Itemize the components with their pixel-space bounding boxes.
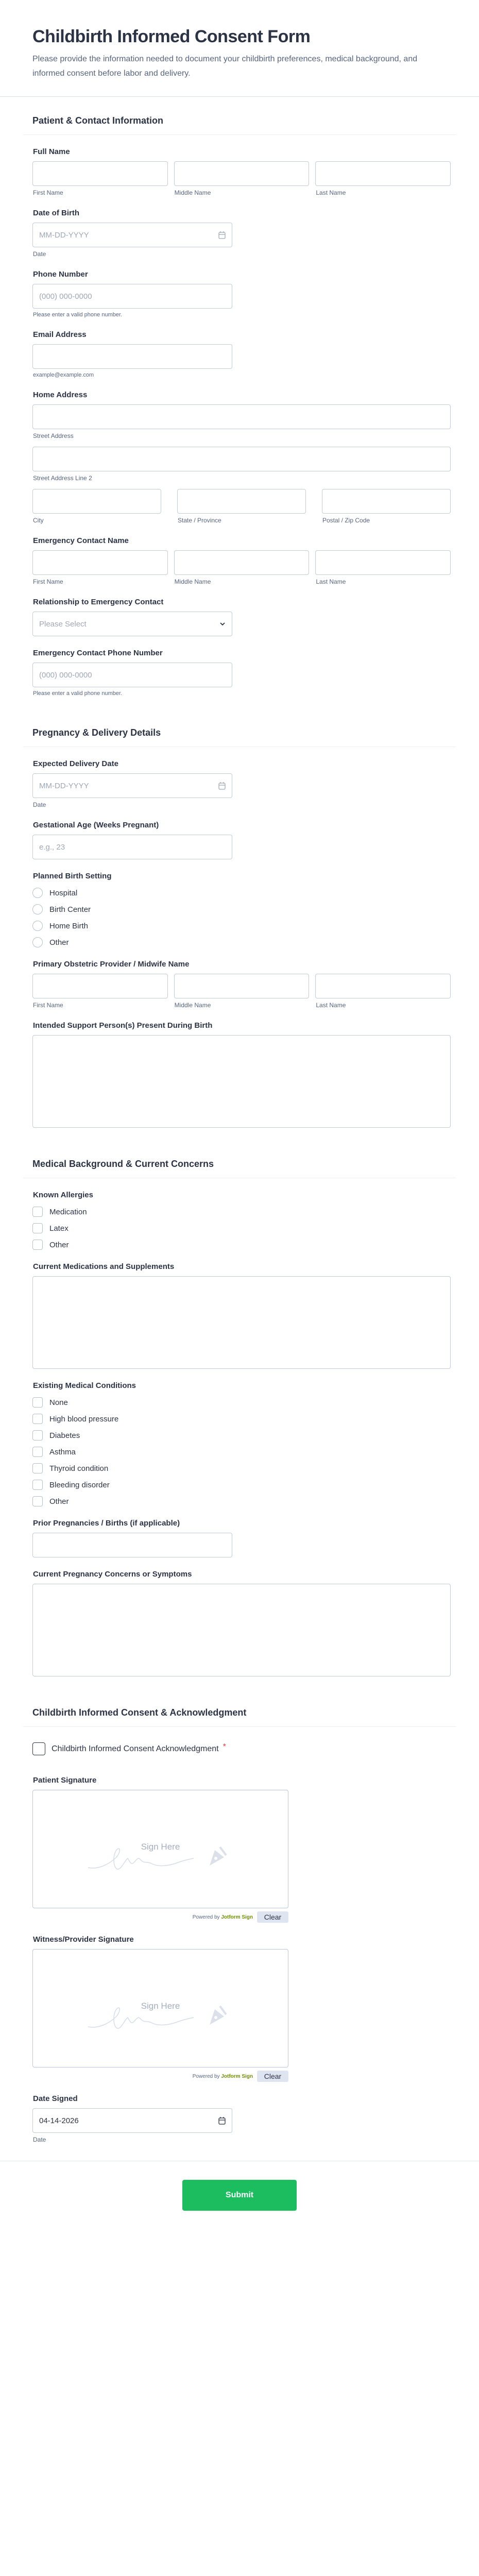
checkbox[interactable] xyxy=(32,1397,43,1408)
first-name-sublabel: First Name xyxy=(33,1002,63,1009)
provider-middle-name-input[interactable] xyxy=(174,974,310,998)
emergency-phone-sublabel: Please enter a valid phone number. xyxy=(33,690,123,697)
street-address-line2-input[interactable] xyxy=(32,447,451,471)
first-name-input[interactable] xyxy=(32,161,168,186)
last-name-sublabel: Last Name xyxy=(316,1002,346,1009)
street-address-input[interactable] xyxy=(32,404,451,429)
checkbox-option-thyroid[interactable] xyxy=(32,1463,451,1473)
form-description: Please provide the information needed to document your childbirth preferences, medical background, and informed consent before labor and delivery. xyxy=(32,55,418,78)
address-label: Home Address xyxy=(33,391,88,399)
checkbox[interactable] xyxy=(32,1447,43,1457)
option-label: Home Birth xyxy=(49,921,89,930)
email-label: Email Address xyxy=(33,330,87,339)
support-persons-field xyxy=(32,1021,451,1128)
radio-option-home-birth[interactable] xyxy=(32,921,451,931)
chevron-down-icon xyxy=(219,622,226,626)
radio-button[interactable] xyxy=(32,937,43,947)
option-label: Birth Center xyxy=(49,905,91,914)
last-name-input[interactable] xyxy=(315,161,451,186)
checkbox[interactable] xyxy=(32,1496,43,1506)
support-persons-textarea[interactable] xyxy=(32,1035,451,1128)
first-name-sublabel: First Name xyxy=(33,189,63,196)
option-label: Medication xyxy=(49,1207,87,1216)
emergency-phone-field xyxy=(32,649,451,697)
due-date-field xyxy=(32,759,451,808)
powered-by xyxy=(193,2074,253,2079)
date-signed-value: 04-14-2026 xyxy=(39,2116,79,2125)
conditions-label: Existing Medical Conditions xyxy=(33,1381,136,1390)
allergies-label: Known Allergies xyxy=(33,1191,93,1199)
checkbox-option-latex[interactable] xyxy=(32,1223,451,1233)
medications-textarea[interactable] xyxy=(32,1276,451,1369)
checkbox[interactable] xyxy=(32,1207,43,1217)
middle-name-input[interactable] xyxy=(174,161,310,186)
checkbox-option-high-blood-pressure[interactable] xyxy=(32,1414,451,1424)
full-name-label: Full Name xyxy=(33,147,70,156)
signature-pen-icon xyxy=(87,2002,231,2038)
option-label: None xyxy=(49,1398,68,1407)
first-name-sublabel: First Name xyxy=(33,578,63,585)
email-sublabel: example@example.com xyxy=(33,372,94,378)
medications-field xyxy=(32,1262,451,1369)
gestational-age-placeholder: e.g., 23 xyxy=(39,842,65,852)
checkbox[interactable] xyxy=(32,1480,43,1490)
dob-placeholder: MM-DD-YYYY xyxy=(39,230,89,240)
option-label: High blood pressure xyxy=(49,1414,119,1423)
jotform-sign-logo: Jotform Sign xyxy=(221,1914,253,1920)
emergency-first-name-input[interactable] xyxy=(32,550,168,575)
dob-sublabel: Date xyxy=(33,250,46,258)
jotform-sign-logo: Jotform Sign xyxy=(221,2073,253,2079)
middle-name-sublabel: Middle Name xyxy=(174,1002,211,1009)
radio-option-birth-center[interactable] xyxy=(32,904,451,914)
phone-input[interactable] xyxy=(32,284,232,309)
emergency-name-field xyxy=(32,536,451,585)
form-title: Childbirth Informed Consent Form xyxy=(32,27,311,46)
radio-button[interactable] xyxy=(32,904,43,914)
emergency-middle-name-input[interactable] xyxy=(174,550,310,575)
last-name-sublabel: Last Name xyxy=(316,189,346,196)
concerns-field xyxy=(32,1570,451,1676)
radio-option-hospital[interactable] xyxy=(32,888,451,898)
option-label: Latex xyxy=(49,1224,69,1233)
concerns-label: Current Pregnancy Concerns or Symptoms xyxy=(33,1570,192,1579)
radio-option-other[interactable] xyxy=(32,937,451,947)
submit-button[interactable]: Submit xyxy=(182,2180,297,2211)
powered-by-text: Powered by xyxy=(192,1914,220,1920)
required-asterisk: * xyxy=(223,1742,226,1751)
radio-button[interactable] xyxy=(32,921,43,931)
divider xyxy=(23,134,456,135)
middle-name-sublabel: Middle Name xyxy=(174,578,211,585)
provider-first-name-input[interactable] xyxy=(32,974,168,998)
option-label: Bleeding disorder xyxy=(49,1480,110,1489)
powered-by xyxy=(193,1914,253,1920)
clear-patient-signature-button[interactable]: Clear xyxy=(257,1911,288,1923)
sign-here-placeholder: Sign Here xyxy=(141,1842,180,1852)
prior-pregnancies-field xyxy=(32,1519,451,1557)
calendar-icon[interactable] xyxy=(218,2116,226,2125)
relationship-label: Relationship to Emergency Contact xyxy=(33,598,164,606)
form-header xyxy=(0,0,479,96)
radio-button[interactable] xyxy=(32,888,43,898)
date-signed-sublabel: Date xyxy=(33,2136,46,2143)
dob-field xyxy=(32,209,451,258)
checkbox-option-medication[interactable] xyxy=(32,1207,451,1217)
sign-here-placeholder: Sign Here xyxy=(141,2001,180,2011)
gestational-age-label: Gestational Age (Weeks Pregnant) xyxy=(33,821,159,829)
zip-sublabel: Postal / Zip Code xyxy=(322,517,370,524)
option-label: Other xyxy=(49,1240,69,1249)
email-field xyxy=(32,330,451,378)
due-date-sublabel: Date xyxy=(33,801,46,808)
section-heading-consent: Childbirth Informed Consent & Acknowledgment xyxy=(32,1707,247,1718)
date-signed-field xyxy=(32,2094,451,2143)
checkbox[interactable] xyxy=(32,1430,43,1440)
state-sublabel: State / Province xyxy=(178,517,221,524)
form-body xyxy=(0,97,479,2161)
relationship-value: Please Select xyxy=(39,619,87,629)
option-label: Asthma xyxy=(49,1447,76,1456)
dob-input[interactable] xyxy=(32,223,232,247)
option-label: Other xyxy=(49,938,69,947)
checkbox[interactable] xyxy=(32,1414,43,1424)
acknowledgment-checkbox[interactable] xyxy=(32,1742,451,1755)
state-input[interactable] xyxy=(177,489,306,514)
checkbox[interactable] xyxy=(32,1223,43,1233)
concerns-textarea[interactable] xyxy=(32,1584,451,1676)
full-name-field xyxy=(32,147,451,196)
city-sublabel: City xyxy=(33,517,44,524)
middle-name-sublabel: Middle Name xyxy=(174,189,211,196)
option-label: Thyroid condition xyxy=(49,1464,109,1473)
emergency-name-label: Emergency Contact Name xyxy=(33,536,129,545)
checkbox[interactable] xyxy=(32,1463,43,1473)
conditions-field xyxy=(32,1381,451,1506)
birth-setting-label: Planned Birth Setting xyxy=(33,872,112,880)
birth-setting-field xyxy=(32,872,451,947)
checkbox[interactable] xyxy=(32,1240,43,1250)
provider-name-field xyxy=(32,960,451,1009)
prior-pregnancies-label: Prior Pregnancies / Births (if applicable) xyxy=(33,1519,180,1528)
acknowledgment-label: Childbirth Informed Consent Acknowledgment xyxy=(52,1744,219,1753)
gestational-age-input[interactable] xyxy=(32,835,232,859)
section-heading-medical: Medical Background & Current Concerns xyxy=(32,1159,214,1169)
date-signed-label: Date Signed xyxy=(33,2094,78,2103)
relationship-select[interactable] xyxy=(32,612,232,636)
email-input[interactable] xyxy=(32,344,232,369)
checkbox-option-other[interactable] xyxy=(32,1496,451,1506)
powered-by-text: Powered by xyxy=(192,2073,220,2079)
emergency-phone-input[interactable] xyxy=(32,663,232,687)
emergency-phone-placeholder: (000) 000-0000 xyxy=(39,670,92,680)
patient-signature-pad[interactable] xyxy=(32,1790,288,1908)
checkbox-option-bleeding-disorder[interactable] xyxy=(32,1480,451,1490)
checkbox[interactable] xyxy=(32,1742,45,1755)
witness-signature-label: Witness/Provider Signature xyxy=(33,1935,134,1944)
checkbox-option-diabetes[interactable] xyxy=(32,1430,451,1440)
street-address-sublabel: Street Address xyxy=(33,432,74,439)
medications-label: Current Medications and Supplements xyxy=(33,1262,175,1271)
prior-pregnancies-input[interactable] xyxy=(32,1533,232,1557)
phone-label: Phone Number xyxy=(33,270,88,279)
due-date-input[interactable] xyxy=(32,773,232,798)
emergency-phone-label: Emergency Contact Phone Number xyxy=(33,649,163,657)
gestational-age-field xyxy=(32,821,451,859)
last-name-sublabel: Last Name xyxy=(316,578,346,585)
witness-signature-field xyxy=(32,1935,451,2082)
relationship-field xyxy=(32,598,451,636)
address-field xyxy=(32,391,451,524)
acknowledgment-field xyxy=(32,1742,451,1755)
option-label: Hospital xyxy=(49,888,78,897)
dob-label: Date of Birth xyxy=(33,209,79,217)
calendar-icon[interactable] xyxy=(218,231,226,239)
provider-name-label: Primary Obstetric Provider / Midwife Name xyxy=(33,960,190,969)
clear-witness-signature-button[interactable]: Clear xyxy=(257,2071,288,2082)
option-label: Other xyxy=(49,1497,69,1506)
divider xyxy=(23,1726,456,1727)
signature-pen-icon xyxy=(87,1843,231,1879)
due-date-placeholder: MM-DD-YYYY xyxy=(39,781,89,790)
checkbox-option-other[interactable] xyxy=(32,1240,451,1250)
section-heading-patient: Patient & Contact Information xyxy=(32,115,164,126)
date-signed-input[interactable] xyxy=(32,2108,232,2133)
phone-placeholder: (000) 000-0000 xyxy=(39,292,92,301)
form-footer xyxy=(0,2161,479,2234)
city-input[interactable] xyxy=(32,489,161,514)
patient-signature-field xyxy=(32,1776,451,1923)
phone-sublabel: Please enter a valid phone number. xyxy=(33,312,123,318)
emergency-last-name-input[interactable] xyxy=(315,550,451,575)
patient-signature-label: Patient Signature xyxy=(33,1776,97,1785)
street-address-line2-sublabel: Street Address Line 2 xyxy=(33,474,92,482)
support-persons-label: Intended Support Person(s) Present During Birth xyxy=(33,1021,213,1030)
witness-signature-pad[interactable] xyxy=(32,1949,288,2067)
zip-input[interactable] xyxy=(322,489,451,514)
provider-last-name-input[interactable] xyxy=(315,974,451,998)
checkbox-option-asthma[interactable] xyxy=(32,1447,451,1457)
due-date-label: Expected Delivery Date xyxy=(33,759,118,768)
calendar-icon[interactable] xyxy=(218,782,226,790)
section-heading-pregnancy: Pregnancy & Delivery Details xyxy=(32,727,161,738)
option-label: Diabetes xyxy=(49,1431,80,1440)
phone-field xyxy=(32,270,451,318)
checkbox-option-none[interactable] xyxy=(32,1397,451,1408)
allergies-field xyxy=(32,1191,451,1250)
